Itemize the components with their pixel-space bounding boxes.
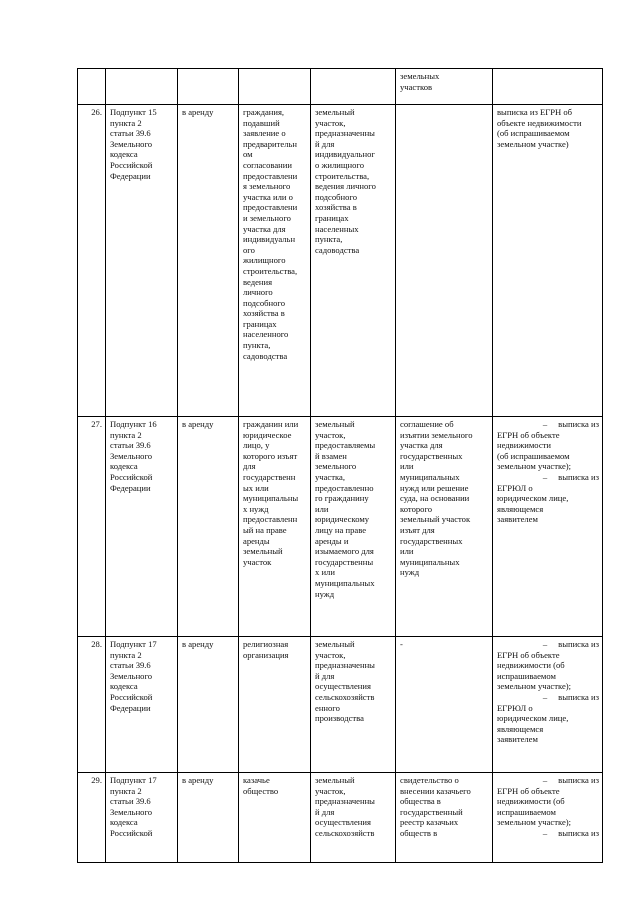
text-line: границах (243, 318, 277, 329)
text-line: садоводства (315, 244, 360, 255)
text-line: жилищного (243, 255, 286, 266)
text-line: статьи 39.6 (110, 660, 151, 671)
text-line: или (400, 461, 414, 472)
text-line: земельный участок (400, 514, 471, 525)
text-line: предоставлени (243, 202, 298, 213)
text-line: лицо, у (243, 440, 270, 451)
dash-bullet: – (542, 691, 548, 702)
text-line: юридическому (315, 514, 370, 525)
text-line: участок, (315, 785, 346, 796)
dash-bullet: – (542, 775, 548, 785)
text-line: государственных (400, 535, 463, 546)
cell-applicant (239, 417, 311, 637)
text-line: предназначенны (315, 660, 375, 671)
text-line: земельный (315, 107, 355, 117)
text-line: внесении казачьего (400, 785, 471, 796)
text-line: я земельного (243, 181, 291, 192)
cell-right (178, 637, 239, 773)
cell-extract (493, 69, 603, 105)
cell-land (311, 69, 396, 105)
text-line: ЕГРЮЛ о (497, 702, 533, 713)
text-line: нужд (315, 588, 335, 599)
text-line: ЕГРЮЛ о (497, 482, 533, 493)
text-line: – выписка из (497, 828, 599, 839)
text-line: подсобного (315, 191, 358, 202)
text-line: гражданин или (243, 419, 299, 429)
text-line: пункта 2 (110, 117, 142, 128)
cell-right (178, 69, 239, 105)
text-line: в аренду (182, 107, 214, 117)
text-line: религиозная (243, 639, 289, 649)
text-line: согласовании (243, 159, 292, 170)
text-line: участка для (243, 223, 286, 234)
text-line: изъят для (400, 524, 435, 535)
text-line: предоставляемы (315, 440, 376, 451)
cell-extract (493, 773, 603, 863)
text-line: граждания, (243, 107, 285, 117)
cell-docs (396, 417, 493, 637)
text-line: испрашиваемом (497, 806, 556, 817)
text-line: строительства, (243, 265, 298, 276)
text-line: предоставленн (243, 514, 298, 525)
text-line: участков (400, 81, 433, 92)
text-line: – выписка из (497, 692, 599, 703)
text-line: недвижимости (об (497, 796, 565, 807)
text-line: казачье (243, 775, 270, 785)
text-line: предоставленно (315, 482, 374, 493)
text-line: индивидуальног (315, 149, 375, 160)
land-provision-table (77, 68, 603, 863)
text-line: й взамен (315, 450, 347, 461)
row-number: 26. (78, 105, 106, 417)
table-row (78, 637, 603, 773)
text-line: Подпункт 16 (110, 419, 157, 429)
text-line: Российской (110, 159, 153, 170)
text-line: реестр казачьих (400, 817, 459, 828)
text-line: (об испрашиваемом (497, 128, 570, 139)
text-line: ведения личного (315, 181, 376, 192)
text-line: личного (243, 287, 273, 298)
cell-right (178, 773, 239, 863)
cell-basis (106, 69, 178, 105)
text-line: в аренду (182, 775, 214, 785)
text-line: муниципальных (400, 556, 460, 567)
text-line: и земельного (243, 212, 291, 223)
text-line: пункта 2 (110, 649, 142, 660)
text-line: ого (243, 244, 255, 255)
text-line: являющемся (497, 503, 544, 514)
text-line: го гражданину (315, 493, 369, 504)
text-line: соглашение об (400, 419, 454, 429)
text-line: заявление о (243, 128, 286, 139)
cell-docs (396, 773, 493, 863)
text-line: х нужд (243, 503, 269, 514)
text-line: пункта, (315, 234, 343, 245)
cell-land (311, 637, 396, 773)
text-line: изымаемого для (315, 546, 374, 557)
text-line: подавший (243, 117, 280, 128)
text-line: Российской (110, 827, 153, 838)
text-line: государственный (400, 806, 463, 817)
text-line: суда, на основании (400, 493, 470, 504)
text-line: земельный (315, 639, 355, 649)
text-line: статьи 39.6 (110, 128, 151, 139)
text-line: индивидуальн (243, 234, 296, 245)
text-line: строительства, (315, 170, 370, 181)
text-line: Федерации (110, 170, 151, 181)
text-line: земельного (315, 461, 357, 472)
text-line: которого изъят (243, 450, 298, 461)
text-line: – выписка из (497, 775, 599, 786)
text-line: – выписка из (497, 472, 599, 483)
text-line: аренды (243, 535, 270, 546)
table-row (78, 417, 603, 637)
row-number: 27. (78, 417, 106, 637)
text-line: Федерации (110, 482, 151, 493)
text-line: й для (315, 806, 335, 817)
cell-docs (396, 69, 493, 105)
text-line: в аренду (182, 639, 214, 649)
text-line: нужд (400, 567, 420, 578)
text-line: земельном участке); (497, 461, 572, 472)
text-line: Земельного (110, 138, 153, 149)
text-line: пункта 2 (110, 785, 142, 796)
text-line: испрашиваемом (497, 670, 556, 681)
text-line: юридическом лице, (497, 493, 569, 504)
text-line: выписка из ЕГРН об (497, 107, 573, 117)
text-line: ЕГРН об объекте (497, 785, 560, 796)
text-line: осуществления (315, 817, 371, 828)
text-line: лицу на праве (315, 524, 367, 535)
text-line: земельный (315, 775, 355, 785)
text-line: кодекса (110, 461, 138, 472)
cell-docs (396, 637, 493, 773)
text-line: участка для (400, 440, 443, 451)
text-line: ый на праве (243, 524, 287, 535)
dash-bullet: – (542, 419, 548, 429)
table-row (78, 69, 603, 105)
text-line: являющемся (497, 723, 544, 734)
text-line: нужд или решение (400, 482, 469, 493)
text-line: земельных (400, 71, 440, 81)
text-line: ом (243, 149, 253, 160)
cell-right (178, 105, 239, 417)
dash-bullet: – (542, 827, 548, 838)
text-line: аренды и (315, 535, 349, 546)
text-line: земельном участке); (497, 681, 572, 692)
text-line: (об испрашиваемом (497, 450, 570, 461)
text-line: Федерации (110, 702, 151, 713)
text-line: статьи 39.6 (110, 796, 151, 807)
text-line: ЕГРН об объекте (497, 649, 560, 660)
text-line: енного (315, 702, 340, 713)
text-line: общество (243, 785, 279, 796)
cell-basis (106, 105, 178, 417)
text-line: х или (315, 567, 335, 578)
text-line: сельскохозяйств (315, 691, 375, 702)
text-line: предварительн (243, 138, 298, 149)
text-line: – выписка из (497, 419, 599, 430)
dash-bullet: – (542, 471, 548, 482)
text-line: недвижимости (об (497, 660, 565, 671)
text-line: земельном участке); (497, 817, 572, 828)
text-line: участок (243, 556, 272, 567)
text-line: кодекса (110, 681, 138, 692)
text-line: которого (400, 503, 433, 514)
text-line: кодекса (110, 149, 138, 160)
cell-docs (396, 105, 493, 417)
text-line: государственны (315, 556, 374, 567)
text-line: участок, (315, 429, 346, 440)
text-line: муниципальных (315, 577, 375, 588)
text-line: – выписка из (497, 639, 599, 650)
text-line: общества в (400, 796, 441, 807)
cell-basis (106, 637, 178, 773)
table-row (78, 105, 603, 417)
text-line: муниципальных (400, 471, 460, 482)
text-line: заявителем (497, 734, 538, 745)
cell-applicant (239, 773, 311, 863)
row-number: 28. (78, 637, 106, 773)
cell-right (178, 417, 239, 637)
text-line: садоводства (243, 350, 288, 361)
text-line: пункта, (243, 340, 271, 351)
text-line: о жилищного (315, 159, 364, 170)
text-line: участок, (315, 649, 346, 660)
cell-basis (106, 417, 178, 637)
text-line: осуществления (315, 681, 371, 692)
cell-extract (493, 417, 603, 637)
text-line: Российской (110, 691, 153, 702)
text-line: земельный (243, 546, 283, 557)
cell-land (311, 105, 396, 417)
cell-land (311, 773, 396, 863)
text-line: хозяйства в (315, 202, 357, 213)
text-line: Подпункт 17 (110, 775, 157, 785)
text-line: объекте недвижимости (497, 117, 582, 128)
text-line: муниципальны (243, 493, 299, 504)
text-line: хозяйства в (243, 308, 285, 319)
text-line: земельный (315, 419, 355, 429)
table-row (78, 773, 603, 863)
text-line: статьи 39.6 (110, 440, 151, 451)
text-line: предназначенны (315, 796, 375, 807)
text-line: Подпункт 15 (110, 107, 157, 117)
text-line: границах (315, 212, 349, 223)
text-line: производства (315, 713, 364, 724)
text-line: сельскохозяйств (315, 827, 375, 838)
text-line: или (400, 546, 414, 557)
text-line: Земельного (110, 450, 153, 461)
text-line: подсобного (243, 297, 286, 308)
cell-applicant (239, 637, 311, 773)
cell-basis (106, 773, 178, 863)
text-line: ведения (243, 276, 273, 287)
text-line: Подпункт 17 (110, 639, 157, 649)
text-line: ЕГРН об объекте (497, 429, 560, 440)
text-line: пункта 2 (110, 429, 142, 440)
text-line: Земельного (110, 670, 153, 681)
text-line: кодекса (110, 817, 138, 828)
text-line: участка или о (243, 191, 293, 202)
text-line: ых или (243, 482, 269, 493)
row-number: 29. (78, 773, 106, 863)
text-line: государственн (243, 471, 296, 482)
text-line: заявителем (497, 514, 538, 525)
text-line: в аренду (182, 419, 214, 429)
text-line: Земельного (110, 806, 153, 817)
text-line: населенных (315, 223, 359, 234)
text-line: для (243, 461, 256, 472)
cell-extract (493, 637, 603, 773)
text-line: й для (315, 138, 335, 149)
text-line: предназначенны (315, 128, 375, 139)
text-line: изъятии земельного (400, 429, 473, 440)
text-line: обществ в (400, 827, 438, 838)
text-line: организация (243, 649, 289, 660)
text-line: или (315, 503, 329, 514)
dash-bullet: – (542, 639, 548, 649)
text-line: свидетельство о (400, 775, 459, 785)
text-line: - (400, 639, 403, 649)
text-line: й для (315, 670, 335, 681)
cell-extract (493, 105, 603, 417)
text-line: недвижимости (497, 440, 551, 451)
cell-applicant (239, 69, 311, 105)
text-line: участка, (315, 471, 346, 482)
text-line: предоставлени (243, 170, 298, 181)
text-line: участок, (315, 117, 346, 128)
text-line: юридическое (243, 429, 292, 440)
cell-applicant (239, 105, 311, 417)
cell-land (311, 417, 396, 637)
row-number (78, 69, 106, 105)
text-line: населенного (243, 329, 289, 340)
text-line: государственных (400, 450, 463, 461)
text-line: Российской (110, 471, 153, 482)
text-line: земельном участке) (497, 138, 569, 149)
text-line: юридическом лице, (497, 713, 569, 724)
